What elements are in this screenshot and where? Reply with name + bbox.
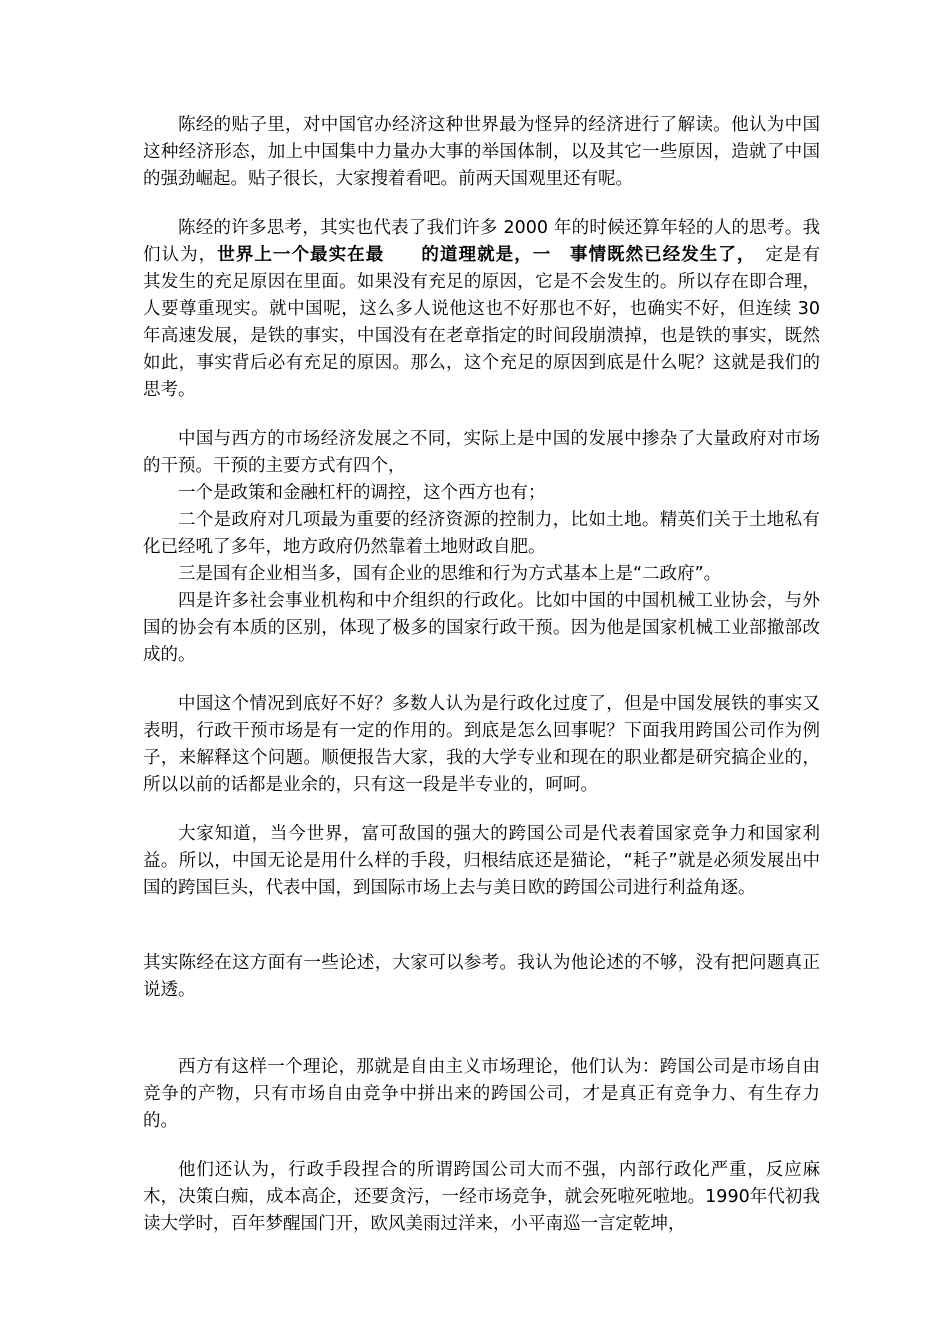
paragraph-gap bbox=[143, 193, 820, 215]
paragraph-3: 中国与西方的市场经济发展之不同，实际上是中国的发展中掺杂了大量政府对市场的干预。干预的主要方式有四个， bbox=[143, 429, 820, 476]
paragraph-9: 大家知道，当今世界，富可敌国的强大的跨国公司是代表着国家竞争力和国家利益。所以，中国无论是用什么样的手段，归根结底还是猫论，“耗子”就是必须发展出中国的跨国巨头，代表中国，到国际市场上去与美日欧的跨国公司进行利益角逐。 bbox=[143, 824, 820, 898]
paragraph-gap bbox=[143, 799, 820, 821]
paragraph-gap bbox=[143, 404, 820, 426]
paragraph-12: 他们还认为，行政手段捏合的所谓跨国公司大而不强，内部行政化严重，反应麻木，决策白痴，成本高企，还要贪污，一经市场竞争，就会死啦死啦地。1990年代初我读大学时，百年梦醒国门开，欧风美雨过洋来，小平南巡一言定乾坤， bbox=[143, 1160, 820, 1234]
paragraph-8: 中国这个情况到底好不好？多数人认为是行政化过度了，但是中国发展铁的事实又表明，行政干预市场是有一定的作用的。到底是怎么回事呢？下面我用跨国公司作为例子，来解释这个问题。顺便报告大家，我的大学专业和现在的职业都是研究搞企业的，所以以前的话都是业余的，只有这一段是半专业的，呵呵。 bbox=[143, 694, 820, 795]
list-item-1: 一个是政策和金融杠杆的调控，这个西方也有； bbox=[178, 483, 546, 503]
paragraph-gap bbox=[143, 669, 820, 691]
paragraph-gap bbox=[143, 1135, 820, 1157]
document-page bbox=[143, 112, 855, 1238]
paragraph-2-body: 定是有 其发生的充足原因在里面。如果没有充足的原因，它是不会发生的。所以存在即合理，人要尊重现实。就中国呢，这么多人说他这也不好那也不好，也确实不好，但连续 30 年高速发展，是铁的事实，中国没有在老章指定的时间段崩溃掉，也是铁的事实，既然如此，事实背后必有充足的原因。那么，这个充足的原因到底是什么呢？这就是我们的思考。 bbox=[143, 245, 855, 400]
paragraph-2-bold: 世界上一个最实在最 的道理就是，一 事情既然已经发生了， bbox=[217, 245, 747, 265]
list-item-4: 四是许多社会事业机构和中介组织的行政化。比如中国的中国机械工业协会，与外国的协会有本质的区别，体现了极多的国家行政干预。因为他是国家机械工业部撤部改成的。 bbox=[143, 591, 820, 665]
list-item-2: 二个是政府对几项最为重要的经济资源的控制力，比如土地。精英们关于土地私有化已经吼了多年，地方政府仍然靠着土地财政自肥。 bbox=[143, 510, 820, 557]
paragraph-2-intro: 陈经的许多思考，其实也代表了我们许多 2000 年的时候还算年轻的人的思考。我们认为， bbox=[143, 218, 820, 265]
paragraph-1: 陈经的贴子里，对中国官办经济这种世界最为怪异的经济进行了解读。他认为中国这种经济形态，加上中国集中力量办大事的举国体制，以及其它一些原因，造就了中国的强劲崛起。贴子很长，大家搜着看吧。前两天国观里还有呢。 bbox=[143, 115, 820, 189]
list-item-3: 三是国有企业相当多，国有企业的思维和行为方式基本上是“二政府”。 bbox=[178, 564, 722, 584]
paragraph-gap bbox=[143, 902, 820, 950]
paragraph-gap bbox=[143, 1004, 820, 1054]
paragraph-10: 其实陈经在这方面有一些论述，大家可以参考。我认为他论述的不够，没有把问题真正说透。 bbox=[143, 953, 820, 1000]
paragraph-11: 西方有这样一个理论，那就是自由主义市场理论，他们认为：跨国公司是市场自由竞争的产物，只有市场自由竞争中拼出来的跨国公司，才是真正有竞争力、有生存力的。 bbox=[143, 1057, 820, 1131]
paragraph-2 bbox=[143, 215, 855, 404]
